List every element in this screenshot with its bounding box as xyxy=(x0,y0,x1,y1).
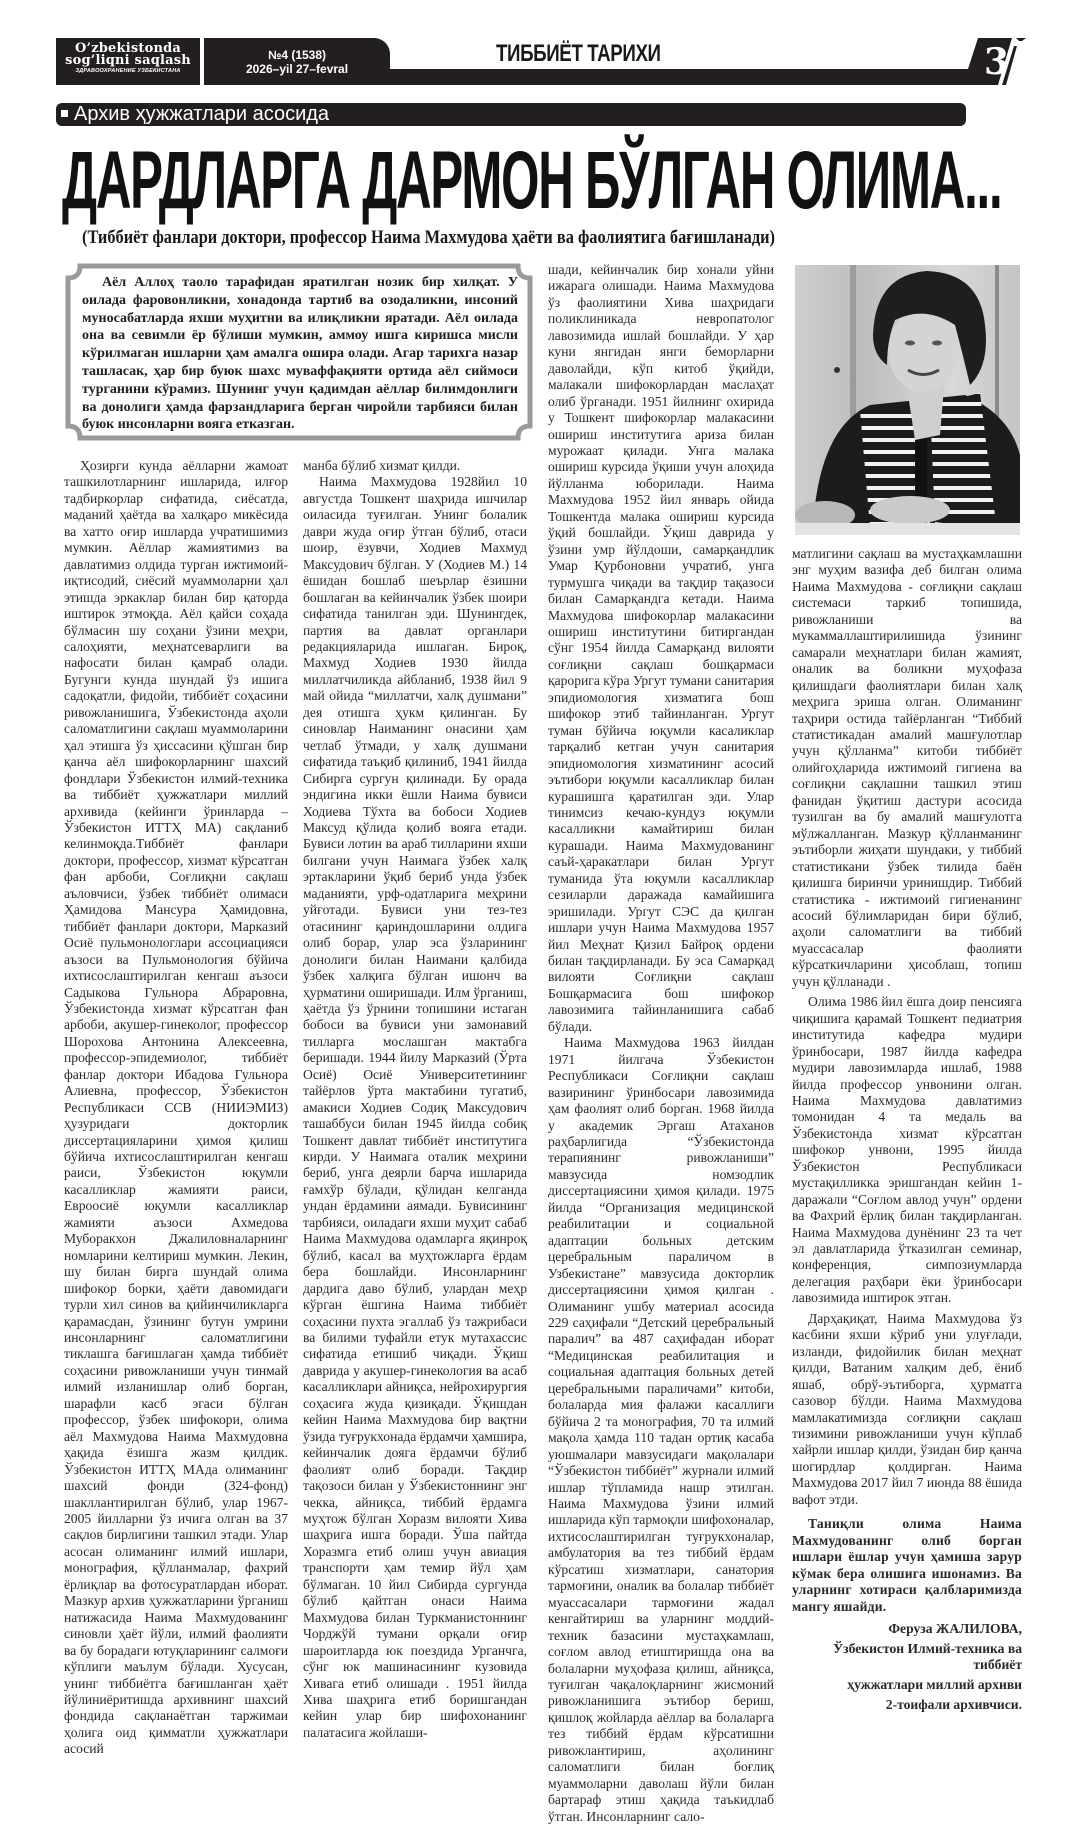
logo-line-2: sog’liqni saqlash xyxy=(65,53,191,68)
masthead-bar xyxy=(390,69,968,85)
page-number-badge xyxy=(962,38,1026,85)
subtitle xyxy=(82,226,1022,250)
article-paragraph: Дарҳақиқат, Наима Махмудова ўз касбини яхши кўриб уни улуғлади, изланди, фидойилик билан меҳнат қилди, Ватаним халқим деб, ёниб яшаб, обрў-эътиборга, ҳурматга сазовор бўлди. Наима Махмудова мамлакатимизда соғлиқни сақлаш тизимини ривожланиши учун кўплаб хайрли ишлар қилди, ўзидан бир қанча шогирдлар қолдирган. Наима Махмудова 2017 йил 7 июнда 88 ёшида вафот этди. xyxy=(792,1310,1022,1507)
article-paragraph: Олима 1986 йил ёшга доир пенсияга чиқишига қарамай Тошкент педиатрия институтида кафедра мудири ўринбосари, 1987 йилда кафедра мудири лавозимларда ишлаб, 1988 йилда профессор унвонини олган. Наима Махмудова давлатимиз томонидан 4 та медаль ва Ўзбекистонда хизмат кўрсатган шифокор унвони, 1995 йилда Ўзбекистон Республикаси мустақилликка эришгандан кейин 1-даражали “Соғлом авлод учун” ордени ва Фахрий ёрлиқ билан тақдирланган. Наима Махмудова дунёнинг 23 та чет эл давлатларида ўтказилган семинар, конференция, симпозиумларда делегация раҳбари ёки ўринбосари лавозимида иштирок этган. xyxy=(792,994,1022,1306)
author-title-line-3: 2-тоифали архивчиси. xyxy=(885,1697,1022,1713)
newspaper-logo xyxy=(56,38,200,85)
author-name: Феруза ЖАЛИЛОВА, xyxy=(888,1621,1022,1636)
article-paragraph: шади, кейинчалик бир хонали уйни ижарага олишади. Наима Махмудова ўз фаолиятини Хива шаҳридаги поликлиникада невропатолог лавозимида ишлай бошлайди. У ҳар куни янгидан янги беморларни даволайди, кўп китоб ўқийди, малакали шифокорлардан маслаҳат олиб ўрганади. 1951 йилнинг охирида у Тошкент шифокорлар малакасини ошириш институтига ариза билан мурожаат қилади. Унга малака ошириш курсида ўқиши учун алоҳида йўлланма юборилади. Наима Махмудова 1952 йил январь ойида Тошкентда малака ошириш курсида ўқий бошлайди. Ўқиш даврида у ўзини умр йўлдоши, самарқандлик Умар Қурбоновни учратиб, унга турмушга чиқади ва тақдир тақазоси билан Самарқандга кетади. Наима Махмудова шифокорлар малакасини ошириш институтини битиргандан сўнг 1954 йилда Самарқанд вилояти соғлиқни сақлаш бошқармаси қарорига кўра Ургут тумани санитария эпидиомология хизматига бош шифокор этиб тайинланган. Ургут туман бўйича юқумли касаликлар тарқалиб кетган учун санитария эпидиомология хизматининг асосий эътибори юқумли касалликлар билан курашишга қаратилган эди. Улар тинимсиз кечаю-кундуз юқумли касалликни камайтириш билан курашади. Наима Махмудованинг саъй-ҳаракатлари билан Ургут туманида ўта юқумли касалликлар сезиларли даражада камайишига эришилади. Ургут СЭС да қилган ишлари учун Наима Махмудова 1957 йил Меҳнат Қизил Байроқ ордени билан тақдирланади. Бу эса Самарқад вилояти Соғлиқни сақлаш Бошқармасига бош шифокор лавозимига тайинланишига сабаб бўлади. xyxy=(548,262,774,1034)
intro-paragraph: Аёл Аллоҳ таоло тарафидан яратилган нозик бир хилқат. У оилада фаровонликни, хонадонда тартиб ва озодаликни, инсоний муносабатларда яхши муҳитни ва илиқликни яратади. Аёл оилада она ва севимли ёр бўлиши мумкин, аммоу ишга киришса мисли кўрилмаган ишларни ҳам амалга ошира олади. Агар тарихга назар ташласак, ҳар бир буюк шахс муваффақияти ортида аёл сиймоси турганини кўрамиз. Шунинг учун қадимдан аёллар билимдонлиги ва донолиги ҳамда фарзандларига берган чиройли тарбияси билан буюк инсонларни вояга етказган. xyxy=(82,275,518,433)
article-paragraph: манба бўлиб хизмат қилди. xyxy=(303,458,461,473)
headline-text: ДАРДЛАРГА ДАРМОН БЎЛГАН ОЛИМА... xyxy=(62,135,1002,226)
closing-paragraph: Таниқли олима Наима Махмудованинг олиб борган ишлари ёшлар учун ҳамиша зарур кўмак бера олишига ишонамиз. Ва уларнинг хотираси қалбларимизда мангу яшайди. xyxy=(792,1516,1022,1614)
article-column-2 xyxy=(303,458,527,1741)
article-paragraph: Наима Махмудова 1928йил 10 августда Тошкент шаҳрида ишчилар оиласида туғилган. Унинг болалик даври жуда оғир ўтган бўлиб, отаси шоир, ёзувчи, Ходиев Махмуд Максудович бўлган. У (Ходиев М.) 14 ёшидан бошлаб шеърлар ёзишни бошлаган ва кейинчалик ўзбек шоири сифатида танилган эди. Шунингдек, партия ва давлат органлари редакцияларида ишлаган. Бироқ, Махмуд Ходиев 1930 йилда миллатчиликда айбланиб, 1938 йил 9 май ойида “миллатчи, халқ душмани” дея отишга ҳукм қилинган. Бу синовлар Наиманинг онасини ҳам четлаб ўтмади, у халқ душмани сифатида таъқиб қилиниб, 1941 йилда Сибирга сургун қилинади. Бу орада эндигина икки ёшли Наима бувиси Ходиева Тўхта ва бобоси Ходиев Максуд қўлида қолиб вояга етади. Бувиси лотин ва араб тилларини яхши билгани учун Наимага ўзбек халқ эртакларини ўқиб бериб унда ўзбек маданияти, урф-одатларига меҳрини уйғотади. Бувиси уни тез-тез отасининг қариндошларини олдига олиб борар, улар эса ўзларининг донолиги билан Наимани қалбида ўзбек халқига бўлган ишонч ва ҳурматини оширишади. Илм ўрганиш, ҳаётда ўз ўрнини топишини истаган бобоси ва бувиси уни замонавий тилларга мослашган мактабга беришади. 1944 йилу Марказий (Ўрта Осиё) Осиё Университетининг тайёрлов ўрта мактабини тугатиб, амакиси Ходиев Содиқ Максудович ташаббуси билан 1945 йилда собиқ Тошкент давлат тиббиёт институтига кирди. У Наимага оталик меҳрини бериб, унга деярли барча ишларида ғамхўр бўлади, қўлидан келганда ундан ёрдамини аямади. Бувисининг тарбияси, оиладаги яхши муҳит сабаб Наима Махмудова одамларга яқинроқ бўлиб, касал ва муҳтожларга ёрдам бера бошлайди. Инсонларнинг дардига даво бўлиб, улардан меҳр кўрган ёшгина Наима тиббиёт соҳасини пухта эгаллаб ўз тажрибаси ва билими туфайли етук мутахассис сифатида етишиб чиқади. Ўқиш даврида у акушер-гинекология ва асаб касалликлари айниқса, нейрохирургия соҳасига жуда қизиқади. Ўқишдан кейин Наима Махмудова бир вақтни ўзида туғрукхонада ёрдамчи ҳамшира, кейинчалик дояга ёрдамчи бўлиб фаолият олиб боради. Тақдир тақозоси билан у Ўзбекистоннинг энг чекка, айниқса, тиббий ёрдамга муҳтож бўлган Хоразм вилояти Хива шаҳрига ишга боради. Ўша пайтда Хоразмга етиб олиш учун авиация транспорти ҳам темир йўл ҳам бўлмаган. 10 йил Сибирда сургунда бўлиб қайтган онаси Наима Махмудова билан Туркманистоннинг Чорджўй тумани орқали оғир шароитларда юк поездида Урганчга, сўнг юк машинасининг кузовида Хивага етиб олишади . 1951 йилда Хива шаҳрига етиб боришгандан кейин улар бир шифохонанинг палатасига жойлаши- xyxy=(303,474,527,1740)
rubric-label: Архив ҳужжатлари асосида xyxy=(74,103,330,125)
subtitle-text: (Тиббиёт фанлари доктори, профессор Наима Махмудова ҳаёти ва фаолиятига бағишланади) xyxy=(82,227,775,248)
intro-text xyxy=(82,274,518,434)
issue-number: №4 (1538) xyxy=(267,48,327,62)
article-paragraph: Ҳозирги кунда аёлларни жамоат ташкилотларнинг ишларида, илғор тадбиркорлар сифатида, сиёсатда, маданий ҳаётда ва халқаро микёсида ва хатто оғир ишларда учратишимиз мумкин. Аёллар жамиятимиз ва давлатимиз олдида турган ижтимоий-иқтисодий, сиёсий муаммоларни ҳал этишда эркаклар билан бир қаторда иштирок этмоқда. Аёл қайси соҳада бўлмасин шу соҳани ўзини меҳри, салоҳияти, меҳнатсеварлиги ва нафосати билан қамраб олади. Бугунги кунда шундай ўз ишига садоқатли, фидойи, тиббиёт соҳасини ривожланишига, Ўзбекистонда аҳоли саломатлигини сақлаш муаммоларини ҳал этишга ўз ҳиссасини қўшган бир қанча аёл шифокорларнинг шахсий фондлари Ўзбекистон илмий-техника ва тиббиёт ҳужжатлари миллий архивида (кейинги ўринларда – Ўзбекистон ИТТҲ МА) сақланиб келинмоқда.Тиббиёт фанлари доктори, профессор, хизмат кўрсатган фан арбоби, Соғлиқни сақлаш аъловчиси, ўзбек тиббиёт олимаси Ҳамидова Мансура Ҳамидовна, тиббиёт фанлари доктори, Марказий Осиё пульмонологлари ассоциацияси аъзоси ва Пульмонология бўйича ихтисослаштирилган кенгаш аъзоси Садыкова Гульнора Абраровна, Ўзбекистонда хизмат кўрсатган фан арбоби, акушер-гинеколог, профессор Шорохова Антонина Алексеевна, профессор-эпидемиолог, тиббиёт фанлар доктори Ибадова Гульнора Алиевна, профессор, Ўзбекистон Республикаси ССВ (НИИЭМИЗ) ҳузуридаги докторлик диссертацияларини ҳимоя қилиш бўйича ихтисослаштирилган кенгаш раиси, Ўзбекистон юқумли касалликлар жамияти раиси, Евроосиё юқумли касалликлар жамияти аъзоси Ахмедова Муборакхон Джалиловналарнинг номларини келтириш мумкин. Лекин, шу билан бирга шундай олима шифокор борки, ҳаёти давомидаги турли хил синов ва қийинчиликларга қарамасдан, ўзининг бутун умрини инсонларнинг саломатлигини тиклашга бағишлаган ҳамда тиббиёт соҳасини ривожланиши учун тинмай илмий изланишлар олиб борган, шарафли касб эгаси бўлган профессор, ўзбек шифокори, олима аёл Махмудова Наима Махмудовна ҳақида ёзишга жазм қилдик. Ўзбекистон ИТТҲ МАда олиманинг шахсий фонди (324-фонд) шакллантирилган бўлиб, улар 1967-2005 йилларни ўз ичига олган ва 37 сақлов бирлигини ташкил этади. Улар асосан олиманинг илмий ишлари, монография, қўлланмалар, фахрий ёрлиқлар ва фотосуратлардан иборат. Мазкур архив ҳужжатларини ўрганиш натижасида Наима Махмудованинг синовли ҳаёт йўли, илмий фаолияти ва бу борадаги ютуқларининг салмоғи кўплиги маълум бўлади. Хусусан, унинг тиббиётга бағишланган ҳаёт йўлиниёритишда архивнинг шахсий фондида сақланаётган таржимаи ҳолига оид қимматли ҳужжатлари асосий xyxy=(64,458,288,1757)
author-title-line-2: ҳужжатлари миллий архиви xyxy=(847,1677,1022,1693)
author-title-line-1: Ўзбекистон Илмий-техника ва тиббиёт xyxy=(833,1641,1022,1673)
section-title: ТИББИЁТ ТАРИХИ xyxy=(496,40,661,67)
issue-date: 2026–yil 27–fevral xyxy=(245,62,349,76)
logo-line-1: O’zbekistonda xyxy=(74,41,182,56)
masthead xyxy=(56,38,1026,85)
headline xyxy=(62,135,1022,226)
article-paragraph: матлигини сақлаш ва мустаҳкамлашни энг муҳим вазифа деб билган олима Наима Махмудова - соғлиқни сақлаш системаси таркиб топишида, ривожланиши ва мукаммаллаштирилишида ўзининг самарали меҳнатлари билан жамият, оналик ва боликни муҳофаза қилишдаги фаолиятлари билан халқ меҳрига эриша олган. Олиманинг таҳрири остида тайёрланган “Тиббий статистикадан амалий машғулотлар учун қўлланма” китоби тиббиёт олийгоҳларида ижтимоий гигиена ва соғлиқни сақлашни ташкил этиш фанидан ўқитиш дастури асосида тузилган ва бу амалий машғулотга мўлжалланган. Мазкур қўлланманинг эътиборли жиҳати шундаки, у тиббий статистикани ўзбек тилида баён қилишга биринчи уринишдир. Тиббий статистика - ижтимоий гигиенанинг асосий бўлимларидан бири бўлиб, аҳоли саломатлиги ва тиббий муассасалар фаолияти кўрсаткичларини ҳисоблаш, топиш учун қўлланади . xyxy=(792,546,1022,989)
issue-info xyxy=(204,38,390,85)
intro-box xyxy=(64,262,534,442)
page-number: 3 xyxy=(984,41,1010,83)
portrait-image xyxy=(795,265,1020,535)
portrait-photo xyxy=(795,265,1020,535)
article-column-3 xyxy=(548,262,774,1825)
article-paragraph: Наима Махмудова 1963 йилдан 1971 йилгача Ўзбекистон Республикаси Соғлиқни сақлаш вазирининг ўринбосари лавозимида ҳам фаолият олиб борган. 1968 йилда у академик Эргаш Атаханов раҳбарлигида “Ўзбекистонда терапиянинг ривожланиши” мавзусида номзодлик диссертациясини ҳимоя қилади. 1975 йилда “Организация медицинской реабилитации и социальной адаптации больных детским церебральным параличом в Узбекистане” мавзусида докторлик диссертациясини ҳимоя қилган . Олиманинг ушбу материал асосида 229 саҳифали “Детский церебральный паралич” ва 487 саҳифадан иборат “Медицинская реабилитация и социальная адаптация больных детей церебральными параличами” китоби, болаларда мия фалажи касаллиги бўйича 2 та монография, 70 та илмий мақола ҳамда 110 тадан ортиқ касаба уюшмалари мавзусидаги мақолалари “Ўзбекистон тиббиёт” журнали илмий ишлар тўпламида нашр этилган. Наима Махмудова ўзини илмий ишларида кўп тармоқли шифохоналар, ихтисослаштирилган туғрукхоналар, амбулатория ва тез тиббий ёрдам кўрсатиш хизматлари, санатория тармоғини, оналик ва болалар тиббиёт муассасалари тармоғини жадал кенгайтириш ва уларнинг моддий-техник базасини мустаҳкамлаш, соғлом авлод етиштиришда она ва болаларни муҳофаза қилиш, айниқса, туғилган чақалоқларнинг жисмоний ривожланишига эътибор бериш, қишлоқ жойларда аёллар ва болаларга тез тиббий ёрдам кўрсатишни ривожлантириш, аҳолининг саломатлиги билан боғлиқ муаммоларни даволаш йўли билан бартараф этиш ҳақида таъкидлаб ўтган. Инсонларнинг сало- xyxy=(548,1035,774,1824)
rubric-bar xyxy=(56,103,966,126)
bullet-square-icon xyxy=(61,110,68,117)
article-column-1 xyxy=(64,458,288,1758)
article-column-4 xyxy=(792,546,1022,1713)
logo-line-3: ЗДРАВООХРАНЕНИЕ УЗБЕКИСТАНА xyxy=(75,68,181,74)
